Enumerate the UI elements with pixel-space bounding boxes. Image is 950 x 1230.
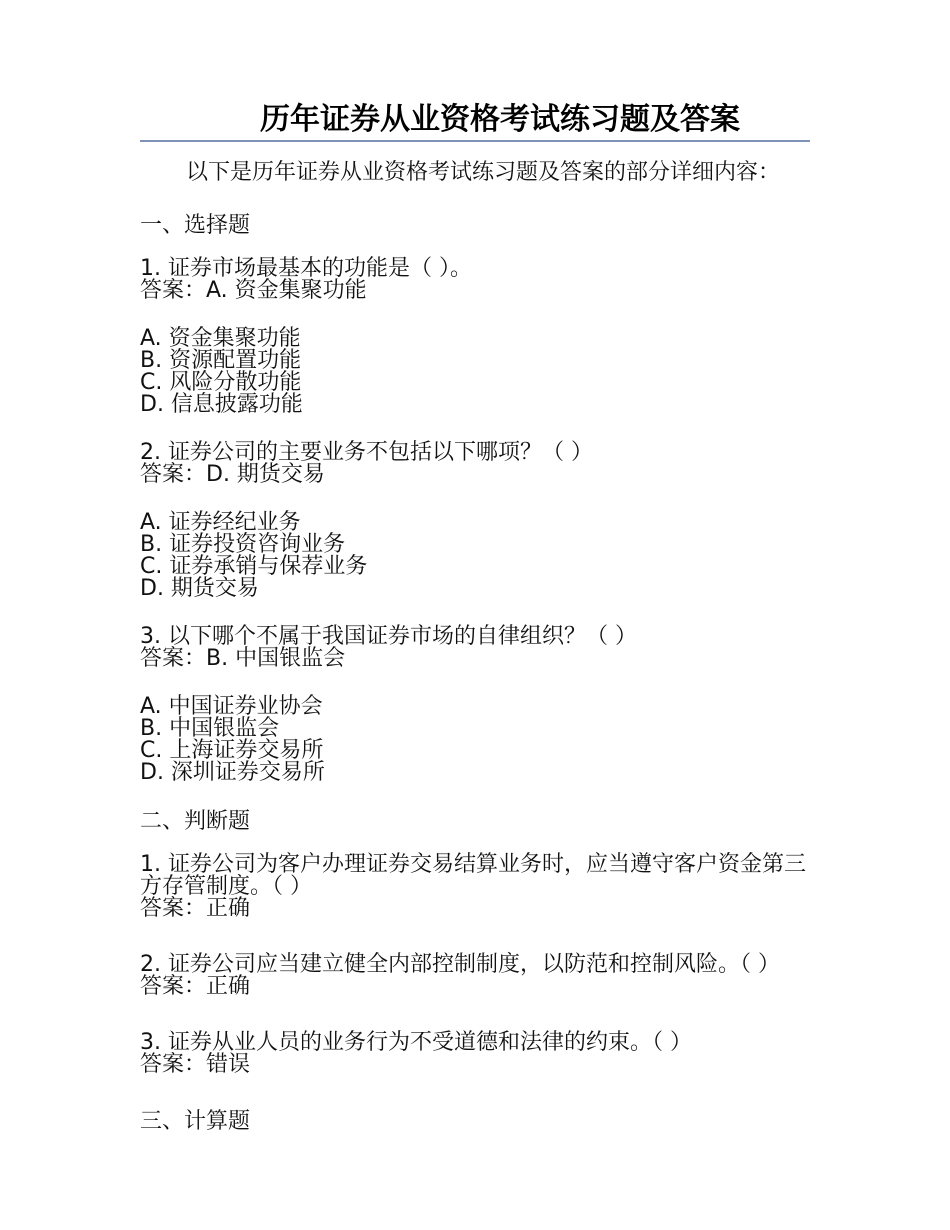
option-item: A. 证券经纪业务	[140, 510, 301, 535]
question-answer: 答案：A. 资金集聚功能	[140, 278, 367, 303]
question-text: 3. 以下哪个不属于我国证券市场的自律组织？（ ）	[140, 624, 637, 649]
section-heading: 二、判断题	[140, 809, 251, 834]
question-text: 1. 证券公司为客户办理证券交易结算业务时，应当遵守客户资金第三方存管制度。（ ）	[140, 852, 806, 899]
question-item	[140, 626, 810, 784]
question-answer: 答案：B. 中国银监会	[140, 646, 346, 671]
question-item	[140, 1032, 810, 1076]
question-item	[140, 854, 810, 920]
question-item	[140, 442, 810, 600]
option-item: B. 证券投资咨询业务	[140, 532, 346, 557]
question-text: 2. 证券公司的主要业务不包括以下哪项？（ ）	[140, 440, 593, 465]
option-list	[140, 512, 810, 600]
option-item: D. 期货交易	[140, 576, 259, 601]
title-underline	[140, 140, 810, 142]
question-answer: 答案：D. 期货交易	[140, 462, 325, 487]
document-title: 历年证券从业资格考试练习题及答案	[260, 102, 740, 137]
option-list	[140, 696, 810, 784]
option-item: C. 上海证券交易所	[140, 738, 324, 763]
intro-paragraph: 以下是历年证券从业资格考试练习题及答案的部分详细内容：	[186, 160, 781, 185]
option-list	[140, 328, 810, 416]
question-text: 2. 证券公司应当建立健全内部控制制度，以防范和控制风险。（ ）	[140, 952, 780, 977]
section-choice	[140, 214, 810, 784]
option-item: C. 证券承销与保荐业务	[140, 554, 368, 579]
option-item: B. 资源配置功能	[140, 348, 302, 373]
question-item	[140, 258, 810, 416]
question-item	[140, 954, 810, 998]
option-item: A. 中国证券业协会	[140, 694, 323, 719]
section-calculation	[140, 1110, 810, 1134]
question-text: 3. 证券从业人员的业务行为不受道德和法律的约束。（ ）	[140, 1030, 692, 1055]
option-item: B. 中国银监会	[140, 716, 280, 741]
section-judge	[140, 810, 810, 1076]
question-answer: 答案：正确	[140, 974, 251, 999]
section-heading: 三、计算题	[140, 1109, 251, 1134]
section-heading: 一、选择题	[140, 213, 251, 238]
option-item: D. 深圳证券交易所	[140, 760, 325, 785]
question-answer: 答案：正确	[140, 896, 251, 921]
question-text: 1. 证券市场最基本的功能是（ ）。	[140, 256, 472, 281]
option-item: D. 信息披露功能	[140, 392, 303, 417]
option-item: A. 资金集聚功能	[140, 326, 301, 351]
document-page	[140, 100, 810, 1154]
option-item: C. 风险分散功能	[140, 370, 302, 395]
question-answer: 答案：错误	[140, 1052, 251, 1077]
